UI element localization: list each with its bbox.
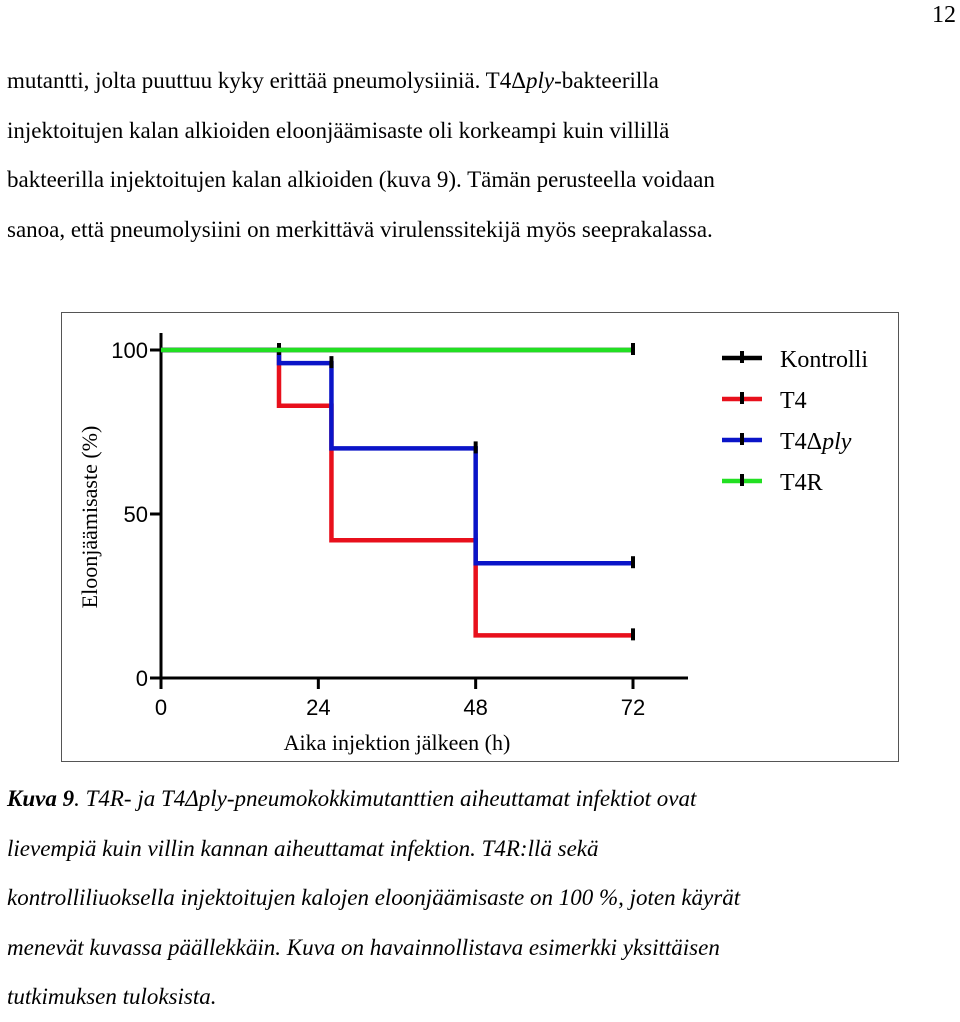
figure-caption bbox=[7, 774, 953, 1022]
legend-label: T4Δply bbox=[780, 429, 852, 455]
body-line-1-suffix: -bakteerilla bbox=[554, 68, 659, 93]
x-tick-label: 48 bbox=[463, 695, 488, 720]
caption-line-1-text: . T4R- ja T4 bbox=[74, 786, 186, 811]
x-axis-label: Aika injektion jälkeen (h) bbox=[283, 730, 511, 755]
body-line-1-text: mutantti, jolta puuttuu kyky erittää pneumolysiiniä. T4 bbox=[7, 68, 512, 93]
y-axis-label: Eloonjäämisaste (%) bbox=[77, 425, 102, 609]
caption-line-4: menevät kuvassa päällekkäin. Kuva on havainnollistava esimerkki yksittäisen bbox=[7, 934, 720, 960]
legend-label: Kontrolli bbox=[780, 347, 868, 373]
survival-chart bbox=[62, 313, 898, 761]
y-tick-label: 0 bbox=[135, 666, 148, 691]
y-tick-label: 100 bbox=[111, 338, 148, 363]
x-tick-label: 24 bbox=[306, 695, 331, 720]
page-number: 12 bbox=[932, 2, 956, 28]
legend-label: T4 bbox=[780, 388, 807, 414]
caption-label: Kuva 9 bbox=[7, 786, 75, 811]
body-line-2: injektoitujen kalan alkioiden eloonjäämisaste oli korkeampi kuin villillä bbox=[7, 117, 670, 143]
body-paragraph bbox=[7, 56, 953, 254]
caption-line-2: lievempiä kuin villin kannan aiheuttamat infektion. T4R:llä sekä bbox=[7, 835, 599, 861]
x-tick-label: 0 bbox=[154, 695, 168, 720]
caption-delta: Δ bbox=[185, 786, 199, 811]
delta-symbol: Δ bbox=[511, 68, 527, 93]
caption-line-5: tutkimuksen tuloksista. bbox=[7, 984, 217, 1009]
x-tick-label: 72 bbox=[620, 695, 646, 720]
body-line-1 bbox=[7, 56, 953, 106]
series-line-t4 bbox=[161, 350, 633, 563]
caption-line-1-tail: ply-pneumokokkimutanttien aiheuttamat infektiot ovat bbox=[198, 786, 697, 811]
figure-frame bbox=[61, 312, 899, 762]
caption-line-1 bbox=[7, 774, 953, 824]
y-tick-label: 50 bbox=[123, 502, 148, 527]
caption-line-3: kontrolliliuoksella injektoitujen kalojen eloonjäämisaste on 100 %, joten käyrät bbox=[7, 885, 741, 910]
ply-italic: ply bbox=[526, 68, 555, 93]
body-line-3: bakteerilla injektoitujen kalan alkioiden (kuva 9). Tämän perusteella voidaan bbox=[7, 167, 715, 192]
legend-label: T4R bbox=[780, 470, 823, 496]
body-line-4: sanoa, että pneumolysiini on merkittävä virulenssitekijä myös seeprakalassa. bbox=[7, 216, 713, 242]
series-line-t4 bbox=[161, 350, 633, 635]
